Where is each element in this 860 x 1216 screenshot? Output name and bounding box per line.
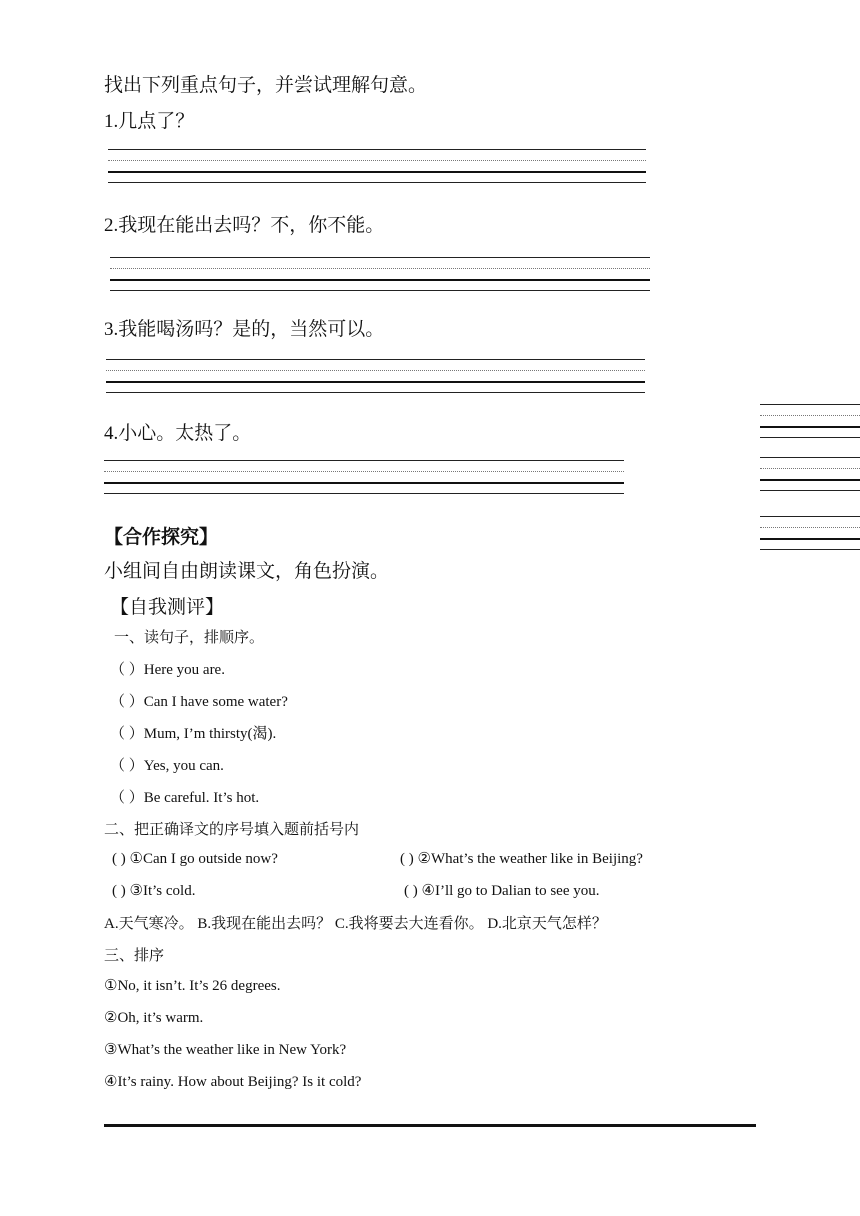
answer-blank[interactable]: ( ) (112, 883, 126, 899)
part3-title: 三、排序 (104, 948, 165, 964)
part1-item-2: （ ）Can I have some water? (110, 694, 288, 710)
part1-item-4: （ ）Yes, you can. (110, 758, 224, 774)
part1-title: 一、读句子，排顺序。 (114, 630, 265, 646)
answer-blank[interactable]: ( ) (112, 851, 126, 867)
part3-item-3: ③What’s the weather like in New York? (104, 1042, 347, 1058)
coop-heading: 【合作探究】 (104, 527, 219, 548)
writing-lines-4 (104, 460, 624, 494)
writing-lines-2 (110, 257, 650, 291)
part2-row-1-right: ( ) ②What’s the weather like in Beijing? (400, 851, 643, 867)
answer-blank[interactable]: （ ） (110, 790, 144, 806)
answer-blank[interactable]: （ ） (110, 726, 144, 742)
answer-blank[interactable]: （ ） (110, 758, 144, 774)
footer-divider (104, 1124, 756, 1127)
margin-lines-3 (760, 516, 860, 550)
answer-blank[interactable]: ( ) (404, 883, 418, 899)
answer-blank[interactable]: （ ） (110, 694, 144, 710)
part1-item-5: （ ）Be careful. It’s hot. (110, 790, 260, 806)
part1-item-1: （ ）Here you are. (110, 662, 225, 678)
part2-options: A.天气寒冷。 B.我现在能出去吗？ C.我将要去大连看你。 D.北京天气怎样？ (104, 916, 607, 932)
key-sentence-1: 1.几点了？ (104, 111, 195, 132)
key-sentence-2: 2.我现在能出去吗？不，你不能。 (104, 215, 385, 236)
part2-row-2-left: ( ) ③It’s cold. (112, 883, 196, 899)
answer-blank[interactable]: （ ） (110, 662, 144, 678)
coop-text: 小组间自由朗读课文，角色扮演。 (104, 561, 390, 582)
key-sentence-4: 4.小心。太热了。 (104, 423, 252, 444)
part1-item-3: （ ）Mum, I’m thirsty(渴). (110, 726, 277, 742)
part3-item-4: ④It’s rainy. How about Beijing? Is it cold? (104, 1074, 362, 1090)
instruction-text: 找出下列重点句子，并尝试理解句意。 (104, 75, 428, 96)
part2-row-2-right: ( ) ④I’ll go to Dalian to see you. (404, 883, 600, 899)
part3-item-2: ②Oh, it’s warm. (104, 1010, 204, 1026)
margin-lines-1 (760, 404, 860, 438)
self-test-heading: 【自我测评】 (110, 597, 225, 618)
writing-lines-1 (108, 149, 646, 183)
margin-lines-2 (760, 457, 860, 491)
part2-row-1-left: ( ) ①Can I go outside now? (112, 851, 278, 867)
answer-blank[interactable]: ( ) (400, 851, 414, 867)
key-sentence-3: 3.我能喝汤吗？是的，当然可以。 (104, 319, 385, 340)
part3-item-1: ①No, it isn’t. It’s 26 degrees. (104, 978, 281, 994)
part2-title: 二、把正确译文的序号填入题前括号内 (104, 822, 360, 838)
writing-lines-3 (106, 359, 645, 393)
